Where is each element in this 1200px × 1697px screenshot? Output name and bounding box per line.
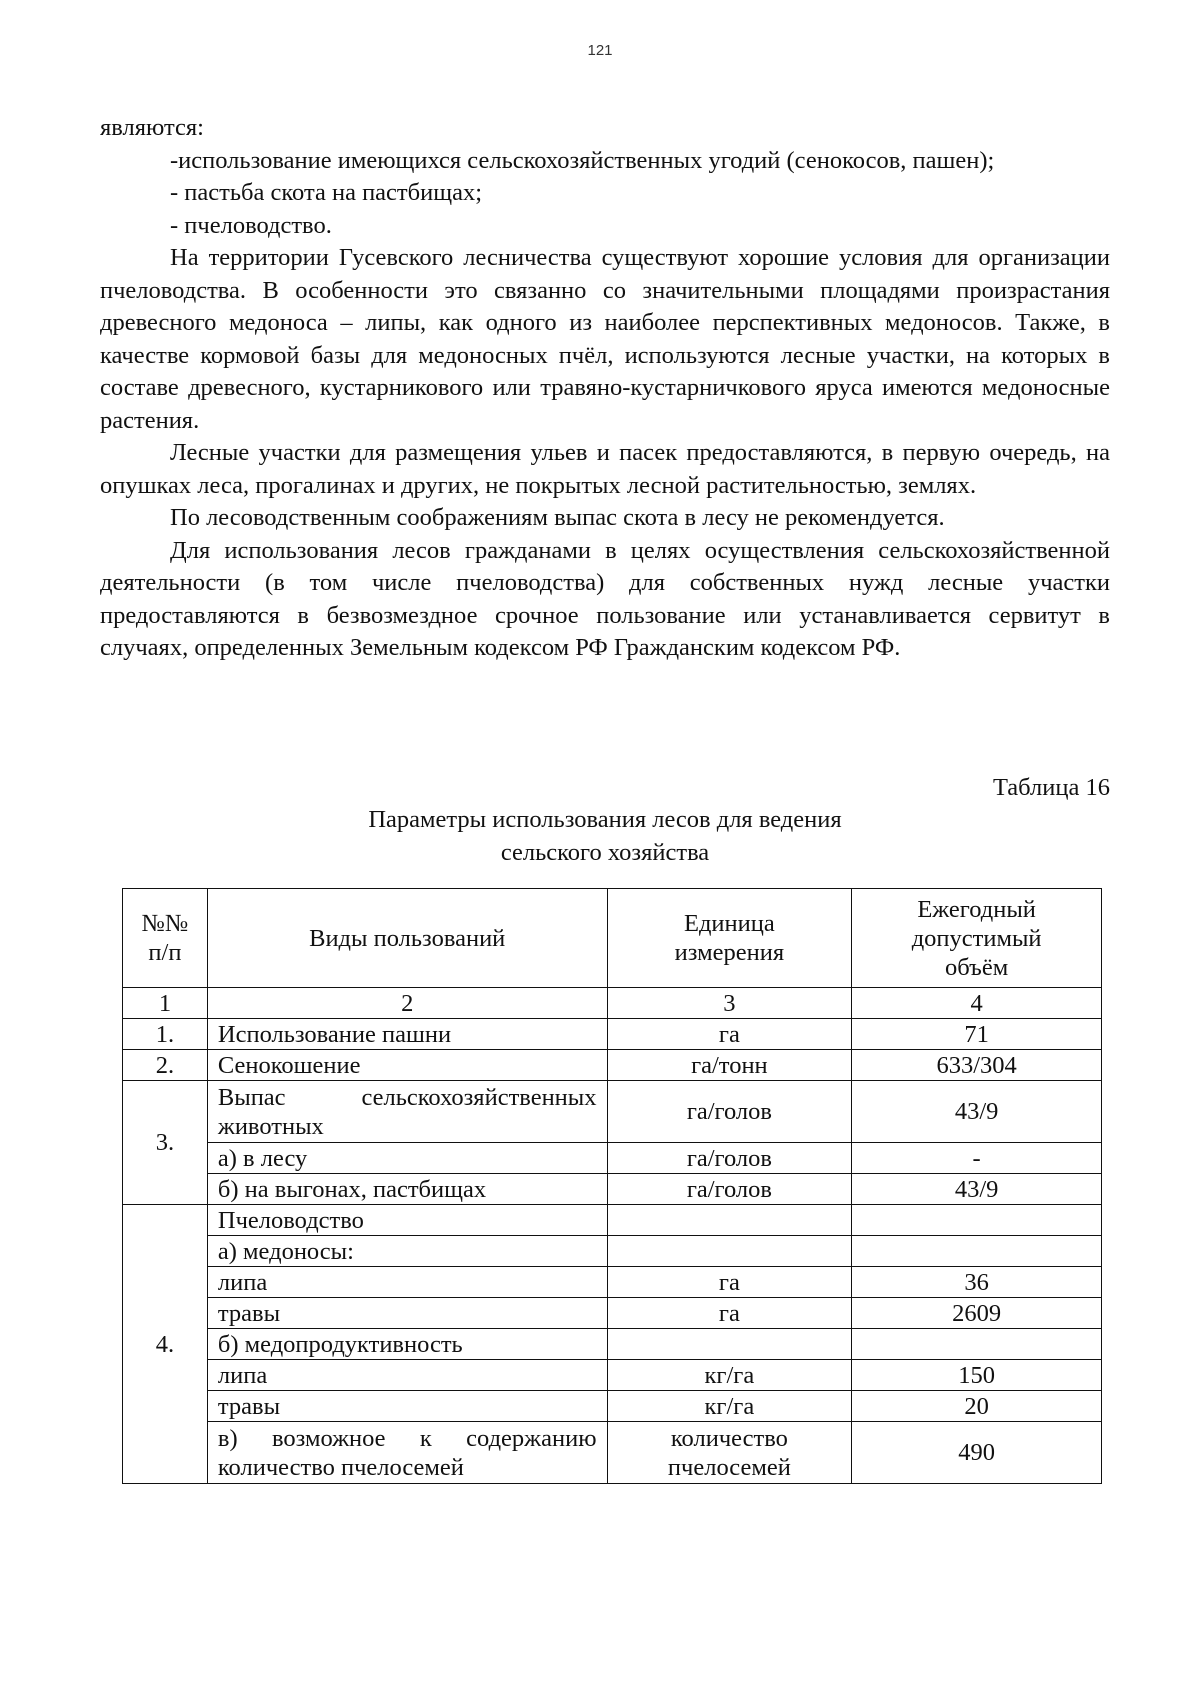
row-unit <box>607 1236 852 1267</box>
table-row <box>123 1019 1102 1050</box>
row-unit: га/голов <box>607 1081 852 1143</box>
row-unit: кг/га <box>607 1391 852 1422</box>
header-row <box>123 889 1102 988</box>
table-row <box>123 1174 1102 1205</box>
row-value: 2609 <box>852 1298 1102 1329</box>
paragraph: По лесоводственным соображениям выпас скота в лесу не рекомендуется. <box>170 504 945 531</box>
row-kind: Использование пашни <box>207 1019 607 1050</box>
header-cell-kind: Виды пользований <box>207 889 607 988</box>
column-number: 1 <box>123 988 208 1019</box>
column-number: 2 <box>207 988 607 1019</box>
column-number: 4 <box>852 988 1102 1019</box>
table-row <box>123 1050 1102 1081</box>
row-value <box>852 1236 1102 1267</box>
column-number-row <box>123 988 1102 1019</box>
row-kind: а) медоносы: <box>207 1236 607 1267</box>
row-value: 490 <box>852 1422 1102 1484</box>
row-unit: га <box>607 1019 852 1050</box>
list-item: - пчеловодство. <box>170 211 332 239</box>
list-item: -использование имеющихся сельскохозяйственных угодий (сенокосов, пашен); <box>170 146 995 174</box>
header-cell-volume: Ежегодный допустимый объём <box>852 889 1102 988</box>
row-unit: га <box>607 1267 852 1298</box>
body-text <box>100 112 1110 665</box>
table-row <box>123 1143 1102 1174</box>
row-value: 36 <box>852 1267 1102 1298</box>
table-row <box>123 1298 1102 1329</box>
row-unit <box>607 1329 852 1360</box>
row-kind: травы <box>207 1298 607 1329</box>
list-item: - пастьба скота на пастбищах; <box>170 179 483 206</box>
row-kind: травы <box>207 1391 607 1422</box>
row-value: 43/9 <box>852 1174 1102 1205</box>
row-number: 3. <box>123 1081 208 1205</box>
column-number: 3 <box>607 988 852 1019</box>
table-row <box>123 1422 1102 1484</box>
row-unit: кг/га <box>607 1360 852 1391</box>
row-unit: га/голов <box>607 1174 852 1205</box>
header-cell-unit: Единица измерения <box>607 889 852 988</box>
row-value: 633/304 <box>852 1050 1102 1081</box>
table-row <box>123 1236 1102 1267</box>
row-number: 2. <box>123 1050 208 1081</box>
table-row <box>123 1267 1102 1298</box>
row-unit <box>607 1205 852 1236</box>
row-kind: б) медопродуктивность <box>207 1329 607 1360</box>
table-row <box>123 1329 1102 1360</box>
row-value: 43/9 <box>852 1081 1102 1143</box>
paragraph: Лесные участки для размещения ульев и пасек предоставляются, в первую очередь, на опушках леса, прогалинах и других, не покрытых лесной растительностью, землях. <box>100 439 1110 499</box>
row-kind: Пчеловодство <box>207 1205 607 1236</box>
row-value <box>852 1205 1102 1236</box>
row-kind: липа <box>207 1360 607 1391</box>
table-row <box>123 1391 1102 1422</box>
paragraph: На территории Гусевского лесничества существуют хорошие условия для организации пчеловодства. В особенности это связанно со значительными площадями произрастания древесного медоноса – липы, как одного из наиболее перспективных медоносов. Также, в качестве кормовой базы для медоносных пчёл, используются лесные участки, на которых в составе древесного, кустарникового или травяно-кустарничкового яруса имеются медоносные растения. <box>100 244 1110 434</box>
row-kind: липа <box>207 1267 607 1298</box>
usage-parameters-table <box>122 888 1102 1484</box>
page-number: 121 <box>587 42 613 59</box>
table-caption: Таблица 16 <box>992 774 1110 801</box>
row-value: 150 <box>852 1360 1102 1391</box>
row-value <box>852 1329 1102 1360</box>
row-kind: Сенокошение <box>207 1050 607 1081</box>
row-unit: количество пчелосемей <box>607 1422 852 1484</box>
table-row <box>123 1081 1102 1143</box>
row-value: 71 <box>852 1019 1102 1050</box>
paragraph: Для использования лесов гражданами в целях осуществления сельскохозяйственной деятельности (в том числе пчеловодства) для собственных нужд лесные участки предоставляются в безвозмездное срочное пользование или устанавливается сервитут в случаях, определенных Земельным кодексом РФ Гражданским кодексом РФ. <box>100 536 1110 661</box>
row-unit: га/тонн <box>607 1050 852 1081</box>
table-title <box>100 804 1110 869</box>
row-unit: га <box>607 1298 852 1329</box>
table-title-line: Параметры использования лесов для ведения <box>368 806 842 833</box>
table-title-line: сельского хозяйства <box>500 838 710 866</box>
header-cell-number: №№ п/п <box>123 889 208 988</box>
row-kind: б) на выгонах, пастбищах <box>207 1174 607 1205</box>
row-number: 1. <box>123 1019 208 1050</box>
row-value: 20 <box>852 1391 1102 1422</box>
paragraph: являются: <box>100 114 204 141</box>
table-row <box>123 1360 1102 1391</box>
row-number: 4. <box>123 1205 208 1484</box>
row-value: - <box>852 1143 1102 1174</box>
row-kind: в) возможное к содержанию количество пчелосемей <box>207 1422 607 1484</box>
row-kind: а) в лесу <box>207 1143 607 1174</box>
row-unit: га/голов <box>607 1143 852 1174</box>
table-row <box>123 1205 1102 1236</box>
row-kind: Выпас сельскохозяйственных животных <box>207 1081 607 1143</box>
